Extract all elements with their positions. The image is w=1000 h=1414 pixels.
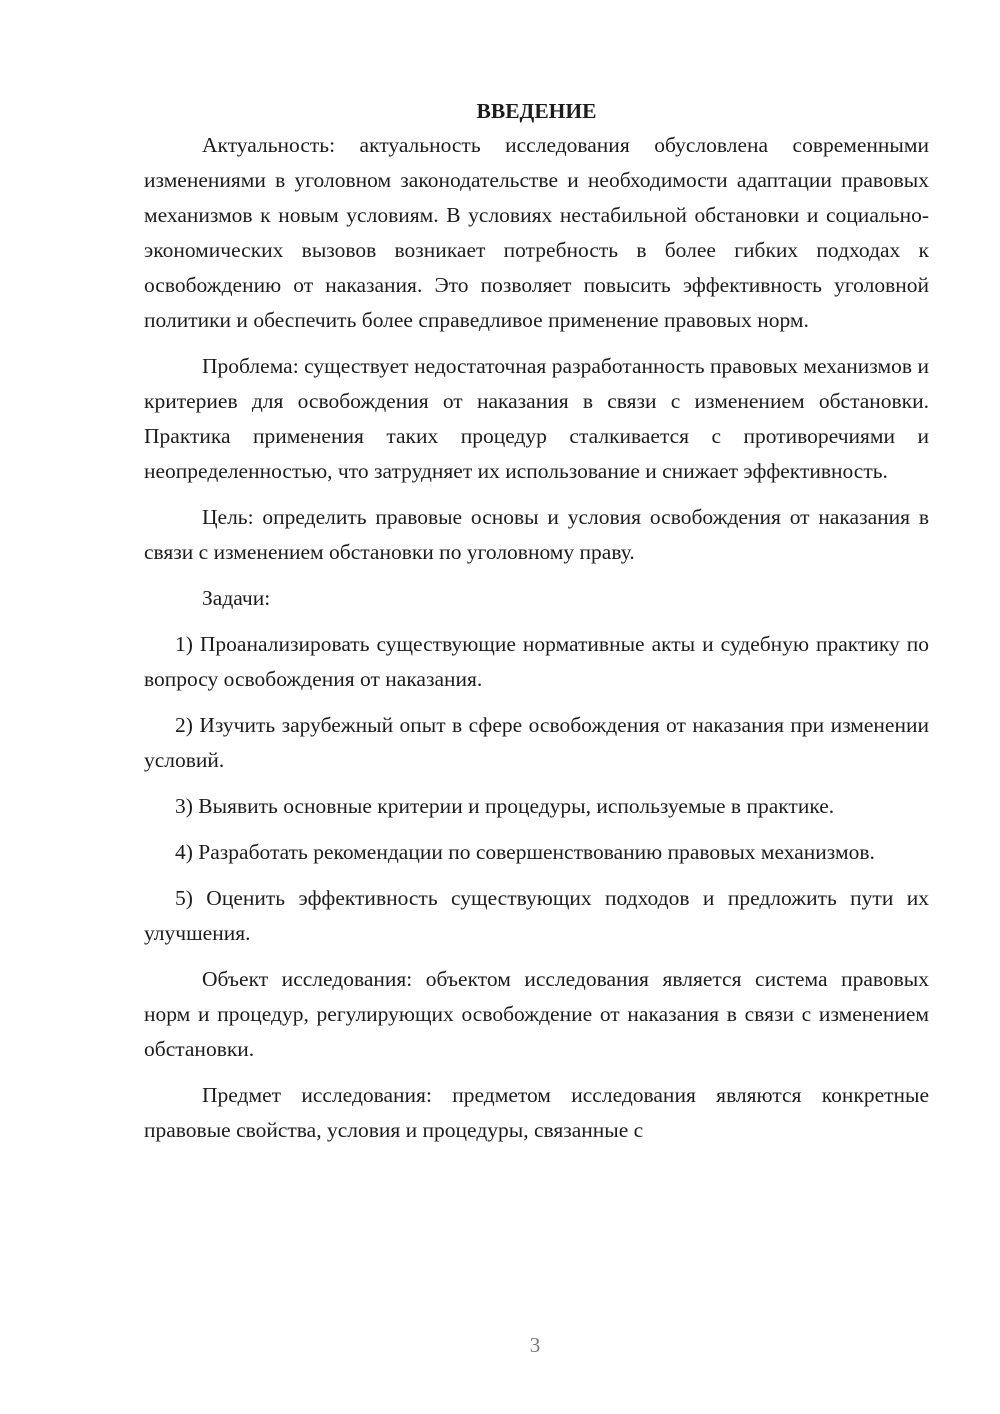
- paragraph-object: Объект исследования: объектом исследования является система правовых норм и процедур, регулирующих освобождение от наказания в связи с изменением обстановки.: [144, 967, 929, 1061]
- task-item-5: 5) Оценить эффективность существующих подходов и предложить пути их улучшения.: [144, 886, 929, 945]
- task-item-3: 3) Выявить основные критерии и процедуры, используемые в практике.: [175, 794, 835, 818]
- task-item-1: 1) Проанализировать существующие нормативные акты и судебную практику по вопросу освобождения от наказания.: [144, 632, 929, 691]
- paragraph-goal: Цель: определить правовые основы и условия освобождения от наказания в связи с изменением обстановки по уголовному праву.: [144, 505, 929, 564]
- paragraph-problem: Проблема: существует недостаточная разработанность правовых механизмов и критериев для освобождения от наказания в связи с изменением обстановки. Практика применения таких процедур сталкивается с противоречиями и неопределенностью, что затрудняет их использование и снижает эффективность.: [144, 354, 929, 483]
- task-item-4: 4) Разработать рекомендации по совершенствованию правовых механизмов.: [175, 840, 875, 864]
- paragraph-relevance: Актуальность: актуальность исследования обусловлена современными изменениями в уголовном законодательстве и необходимости адаптации правовых механизмов к новым условиям. В условиях нестабильной обстановки и социально-экономических вызовов возникает потребность в более гибких подходах к освобождению от наказания. Это позволяет повысить эффективность уголовной политики и обеспечить более справедливое применение правовых норм.: [144, 133, 929, 332]
- paragraph-subject: Предмет исследования: предметом исследования являются конкретные правовые свойства, условия и процедуры, связанные с: [144, 1083, 929, 1142]
- task-item-2: 2) Изучить зарубежный опыт в сфере освобождения от наказания при изменении условий.: [144, 713, 929, 772]
- page-content: [144, 94, 929, 1148]
- section-title: ВВЕДЕНИЕ: [476, 99, 597, 123]
- tasks-label: Задачи:: [202, 586, 271, 610]
- page-number: 3: [529, 1333, 541, 1357]
